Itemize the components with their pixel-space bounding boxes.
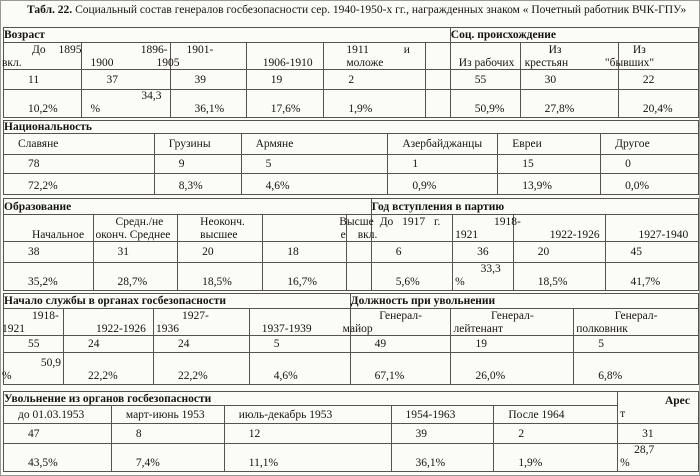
spacer-cell — [346, 263, 371, 291]
cell-line — [250, 310, 350, 323]
cell-line: 1921 — [2, 322, 25, 335]
header-cell: После 1964 — [494, 406, 618, 424]
cell-line: крестьян — [524, 56, 569, 69]
values-row — [4, 70, 699, 90]
percent-cell: 22,2% — [153, 353, 249, 385]
value-cell: 24 — [63, 336, 153, 353]
percent-cell: 8,3% — [154, 174, 241, 195]
value-cell: 0 — [601, 155, 699, 174]
header-cell: Грузины — [154, 134, 241, 155]
cell-line: моложе — [346, 56, 384, 69]
percent-cell: 43,5% — [4, 444, 112, 472]
cell-line: "бывших" — [604, 56, 655, 69]
values-row — [4, 242, 699, 263]
value-cell: 5 — [241, 155, 388, 174]
header-cell — [63, 309, 153, 336]
value-cell: 39 — [170, 70, 246, 90]
percent-cell: 17,6% — [246, 90, 324, 118]
header-cell — [357, 215, 452, 242]
percent-cell: 0,9% — [388, 174, 498, 195]
column-header-row — [4, 43, 699, 70]
value-cell: 2 — [494, 424, 618, 444]
cell-line: До 1895 — [32, 44, 82, 56]
cell-line: 1922-1926 — [95, 322, 146, 335]
cell-line: 1905 — [156, 56, 180, 69]
dismissal-arrest-table — [3, 391, 699, 472]
percent-cell: 35,2% — [4, 263, 94, 291]
value-cell: 5 — [249, 336, 350, 353]
percent-cell: 36,1% — [170, 90, 246, 118]
arrest-section-title — [618, 392, 699, 424]
cell-line: % — [455, 275, 465, 288]
percent-cell: 67,1% — [350, 353, 451, 385]
column-header-row — [4, 309, 699, 336]
cell-line: Средн./не — [115, 216, 164, 228]
table-caption: Социальный состав генералов госбезопасности сер. 1940-1950-х гг., награжденных знаком « Почетный работник ВЧК-ГПУ» — [75, 4, 687, 16]
cell-line: Из рабочих — [458, 56, 515, 69]
cell-line: 28,7 — [634, 444, 655, 456]
section-title-row — [4, 28, 699, 43]
cell-line: Арес — [664, 394, 690, 407]
percent-cell: 28,7% — [93, 263, 178, 291]
cell-line: майор — [342, 322, 373, 335]
cell-line — [4, 216, 93, 229]
cell-line: е — [340, 228, 346, 241]
section-title-row — [4, 199, 699, 215]
value-cell: 1 — [388, 155, 498, 174]
percent-row — [4, 263, 699, 291]
age-social-table — [3, 27, 699, 118]
value-cell: 5 — [574, 336, 699, 353]
cell-line: 1921 — [455, 228, 479, 241]
cell-line — [514, 216, 606, 229]
header-cell — [246, 43, 324, 70]
value-cell: 9 — [154, 155, 241, 174]
age-section-title: Возраст — [4, 28, 451, 43]
section-title-row — [4, 121, 699, 134]
header-cell: Армяне — [241, 134, 388, 155]
section-title-row — [4, 294, 699, 309]
percent-cell: 26,0% — [451, 353, 574, 385]
education-section-title: Образование — [4, 199, 372, 215]
value-cell: 11 — [4, 70, 82, 90]
header-cell — [178, 215, 263, 242]
value-cell: 47 — [4, 424, 112, 444]
cell-line: 1896- — [140, 44, 168, 56]
percent-cell — [82, 90, 170, 118]
values-row — [4, 424, 699, 444]
party-year-section-title: Год вступления в партию — [371, 199, 698, 215]
cell-line: 1900 — [90, 56, 114, 69]
header-cell — [4, 215, 94, 242]
service-start-position-table — [3, 293, 699, 385]
header-cell — [513, 215, 606, 242]
spacer-cell — [346, 242, 371, 263]
header-cell — [4, 43, 82, 70]
cell-line — [606, 216, 698, 229]
value-cell: 45 — [606, 242, 699, 263]
value-cell: 19 — [246, 70, 324, 90]
value-cell: 18 — [263, 242, 346, 263]
cell-line: вкл. — [357, 228, 378, 241]
percent-cell: 5,6% — [371, 263, 452, 291]
spacer-cell — [425, 43, 450, 70]
percent-cell: 41,7% — [606, 263, 699, 291]
percent-cell: 6,8% — [574, 353, 699, 385]
cell-line: т — [620, 407, 626, 420]
percent-cell: 11,1% — [224, 444, 391, 472]
header-cell: март-июнь 1953 — [111, 406, 224, 424]
percent-cell — [618, 444, 699, 472]
nationality-section-title: Национальность — [4, 121, 699, 134]
cell-line: 1922-1926 — [549, 228, 600, 241]
percent-cell: 10,2% — [4, 90, 82, 118]
value-cell: 20 — [178, 242, 263, 263]
header-cell — [606, 215, 699, 242]
percent-cell: 13,9% — [498, 174, 601, 195]
header-cell: 1954-1963 — [391, 406, 494, 424]
percent-cell: 18,5% — [513, 263, 606, 291]
dismissal-position-section-title: Должность при увольнении — [350, 294, 698, 309]
value-cell: 8 — [111, 424, 224, 444]
cell-line: 1936 — [155, 322, 179, 335]
percent-cell: 0,0% — [601, 174, 699, 195]
cell-line — [64, 310, 153, 323]
cell-line: вкл. — [2, 56, 22, 69]
percent-cell: 50,9% — [450, 90, 520, 118]
cell-line: Из — [548, 44, 562, 56]
header-cell: до 01.03.1953 — [4, 406, 112, 424]
header-cell — [153, 309, 249, 336]
section-title-row — [4, 392, 699, 406]
value-cell: 19 — [451, 336, 574, 353]
column-header-row — [4, 406, 699, 424]
header-cell: Евреи — [498, 134, 601, 155]
cell-line — [451, 44, 520, 57]
percent-row — [4, 174, 699, 195]
header-cell — [450, 43, 520, 70]
table-number: Табл. 22. — [27, 4, 73, 16]
value-cell: 15 — [498, 155, 601, 174]
value-cell: 30 — [520, 70, 618, 90]
cell-line: % — [2, 369, 12, 382]
cell-line: 1927-1940 — [638, 228, 689, 241]
cell-line: высшее — [200, 228, 238, 241]
cell-line: % — [90, 102, 101, 115]
column-header-row — [4, 134, 699, 155]
percent-cell: 1,9% — [494, 444, 618, 472]
cell-line: 1918- — [493, 216, 521, 228]
cell-line: 1918- — [32, 310, 59, 322]
values-row — [4, 336, 699, 353]
cell-line: 1906-1910 — [262, 56, 313, 69]
percent-cell: 4,6% — [241, 174, 388, 195]
cell-line: Из — [632, 44, 646, 56]
cell-line: Генерал- — [491, 310, 534, 322]
cell-line: 1901- — [186, 44, 214, 56]
service-start-section-title: Начало службы в органах госбезопасности — [4, 294, 351, 309]
cell-line: 34,3 — [141, 90, 162, 103]
cell-line: 1937-1939 — [261, 322, 312, 335]
cell-line: оконч. Среднее — [95, 228, 171, 241]
cell-line: 1927- — [181, 310, 209, 322]
percent-cell: 27,8% — [520, 90, 618, 118]
social-origin-section-title: Соц. происхождение — [450, 28, 698, 43]
percent-cell — [453, 263, 514, 291]
cell-line: Генерал- — [379, 310, 422, 322]
value-cell: 2 — [324, 70, 425, 90]
cell-line: До 1917 г. — [379, 216, 441, 228]
header-cell — [342, 309, 451, 336]
column-header-row — [4, 215, 699, 242]
cell-line: лейтенант — [453, 322, 504, 335]
header-cell — [604, 43, 698, 70]
spacer-cell — [425, 70, 450, 90]
cell-line: полковник — [576, 322, 628, 335]
percent-cell: 1,9% — [324, 90, 425, 118]
percent-cell: 4,6% — [249, 353, 350, 385]
header-cell — [4, 309, 64, 336]
value-cell: 38 — [4, 242, 94, 263]
cell-line: Начальное — [32, 228, 85, 241]
cell-line — [247, 44, 324, 57]
cell-line: Генерал- — [614, 310, 658, 322]
percent-cell: 72,2% — [4, 174, 155, 195]
value-cell: 36 — [453, 242, 514, 263]
spacer-cell — [425, 90, 450, 118]
header-cell — [156, 43, 246, 70]
header-cell: Азербайджанцы — [388, 134, 498, 155]
percent-row — [4, 90, 699, 118]
percent-cell: 20,4% — [618, 90, 698, 118]
cell-line: % — [620, 456, 630, 469]
cell-line: 1911 и — [346, 44, 410, 56]
percent-cell — [4, 353, 64, 385]
percent-row — [4, 444, 699, 472]
value-cell: 49 — [350, 336, 451, 353]
percent-cell: 18,5% — [178, 263, 263, 291]
cell-line: 50,9 — [40, 357, 61, 369]
header-cell: Славяне — [4, 134, 155, 155]
nationality-table — [3, 120, 699, 195]
header-cell — [324, 43, 425, 70]
value-cell: 37 — [82, 70, 170, 90]
header-cell — [574, 309, 699, 336]
value-cell: 55 — [4, 336, 64, 353]
value-cell: 31 — [618, 424, 699, 444]
header-cell: июль-декабрь 1953 — [224, 406, 391, 424]
education-party-table — [3, 198, 699, 291]
header-cell — [451, 309, 574, 336]
percent-cell: 36,1% — [391, 444, 494, 472]
value-cell: 39 — [391, 424, 494, 444]
header-cell — [453, 215, 521, 242]
cell-line: Неоконч. — [200, 216, 245, 228]
percent-cell: 16,7% — [263, 263, 346, 291]
cell-line: 33,3 — [480, 263, 501, 276]
value-cell: 22 — [618, 70, 698, 90]
percent-cell: 22,2% — [63, 353, 153, 385]
dismissal-section-title: Увольнение из органов госбезопасности — [4, 392, 618, 406]
value-cell: 78 — [4, 155, 155, 174]
values-row — [4, 155, 699, 174]
value-cell: 20 — [513, 242, 606, 263]
header-cell: Другое — [601, 134, 699, 155]
value-cell: 24 — [153, 336, 249, 353]
percent-cell: 7,4% — [111, 444, 224, 472]
header-cell — [93, 215, 178, 242]
value-cell: 31 — [93, 242, 178, 263]
cell-line: Высше — [339, 216, 374, 228]
value-cell: 55 — [450, 70, 520, 90]
percent-row — [4, 353, 699, 385]
value-cell: 6 — [371, 242, 452, 263]
value-cell: 12 — [224, 424, 391, 444]
page-title — [27, 4, 686, 16]
